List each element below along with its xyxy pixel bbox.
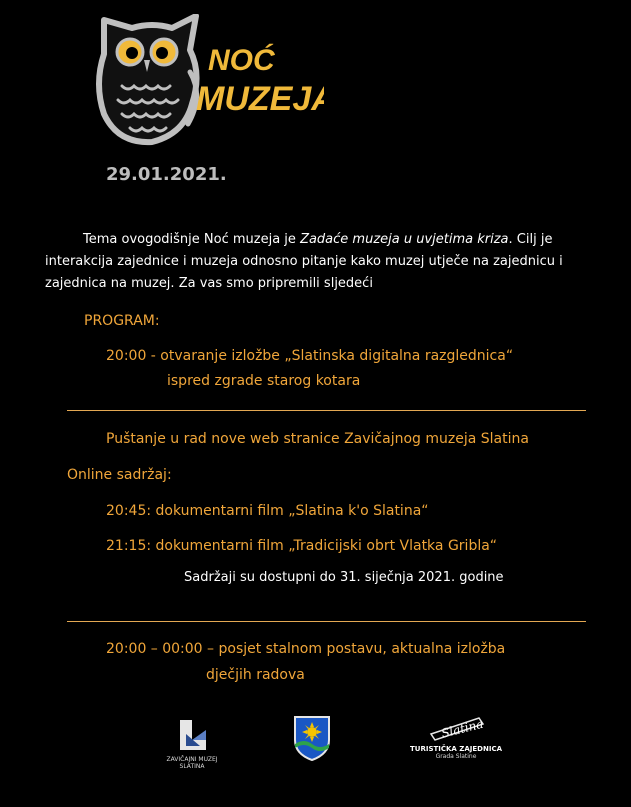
- museum-building-icon: [172, 716, 212, 752]
- tourist-board-line1: TURISTIČKA ZAJEDNICA: [410, 745, 502, 753]
- museum-logo-line1: ZAVIČAJNI MUZEJ: [166, 756, 218, 763]
- program-heading: PROGRAM:: [84, 313, 160, 329]
- online-item: 20:45: dokumentarni film „Slatina k'o Slatina“: [106, 503, 429, 519]
- intro-line: interakcija zajednice i muzeja odnosno pitanje kako muzej utječe na zajednicu i: [45, 254, 563, 269]
- website-launch: Puštanje u rad nove web stranice Zavičajnog muzeja Slatina: [106, 431, 529, 447]
- visit-info: 20:00 – 00:00 – posjet stalnom postavu, aktualna izložba: [106, 641, 506, 657]
- museum-logo: [160, 716, 224, 770]
- intro-line: Tema ovogodišnje Noć muzeja je Zadaće muzeja u uvjetima kriza. Cilj je: [83, 232, 553, 247]
- online-heading: Online sadržaj:: [67, 467, 172, 483]
- city-coat-of-arms: [290, 714, 334, 766]
- tourist-board-script-logo: [421, 712, 491, 742]
- intro-paragraph: [45, 229, 590, 295]
- visit-info-continued: dječjih radova: [206, 667, 305, 683]
- program-item-location: ispred zgrade starog kotara: [167, 373, 361, 389]
- program-item: 20:00 - otvaranje izložbe „Slatinska digitalna razglednica“: [106, 348, 514, 364]
- noc-muzeja-logo: [92, 14, 324, 154]
- online-availability-note: Sadržaji su dostupni do 31. siječnja 2021. godine: [184, 570, 504, 585]
- tourist-board-script: Slatina: [439, 716, 485, 741]
- divider: [67, 621, 586, 622]
- event-date: 29.01.2021.: [106, 164, 227, 185]
- owl-icon: [92, 14, 324, 154]
- intro-line: zajednica na muzej. Za vas smo pripremili sljedeći: [45, 276, 373, 291]
- tourist-board-line2: Grada Slatine: [435, 753, 477, 760]
- museum-logo-line2: SLATINA: [179, 763, 205, 770]
- tourist-board-logo: [406, 712, 506, 760]
- online-item: 21:15: dokumentarni film „Tradicijski obrt Vlatka Gribla“: [106, 538, 498, 554]
- coat-of-arms-icon: [292, 714, 332, 762]
- logo-word-muzeja: MUZEJA: [196, 80, 324, 118]
- logo-word-noc: NOĆ: [208, 44, 275, 77]
- divider: [67, 410, 586, 411]
